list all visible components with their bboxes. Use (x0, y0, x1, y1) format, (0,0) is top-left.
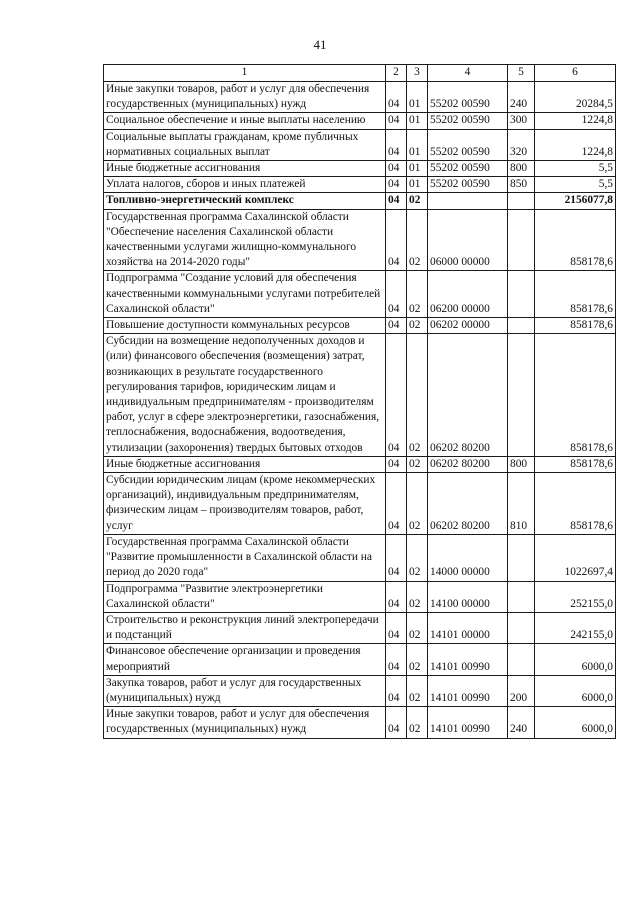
amount-cell: 20284,5 (535, 82, 616, 113)
table-row (104, 82, 616, 113)
expense-type-cell: 300 (508, 113, 535, 129)
subsection-code-cell: 02 (407, 193, 428, 209)
table-row (104, 209, 616, 271)
amount-cell: 858178,6 (535, 209, 616, 271)
section-code-cell: 04 (386, 707, 407, 738)
col-header-5: 5 (508, 65, 535, 82)
target-article-cell: 14101 00990 (428, 644, 508, 675)
target-article-cell: 06202 00000 (428, 318, 508, 334)
target-article-cell: 06202 80200 (428, 456, 508, 472)
subsection-code-cell: 02 (407, 334, 428, 457)
table-row (104, 675, 616, 706)
col-header-6: 6 (535, 65, 616, 82)
row-name-cell: Закупка товаров, работ и услуг для государственных (муниципальных) нужд (104, 675, 386, 706)
section-code-cell: 04 (386, 82, 407, 113)
col-header-2: 2 (386, 65, 407, 82)
target-article-cell: 14100 00000 (428, 581, 508, 612)
row-name-cell: Подпрограмма "Создание условий для обеспечения качественными коммунальными услугами потребителей Сахалинской области" (104, 271, 386, 318)
section-code-cell: 04 (386, 534, 407, 581)
subsection-code-cell: 01 (407, 161, 428, 177)
table-row (104, 113, 616, 129)
row-name-cell: Финансовое обеспечение организации и проведения мероприятий (104, 644, 386, 675)
amount-cell: 6000,0 (535, 675, 616, 706)
row-name-cell: Иные закупки товаров, работ и услуг для обеспечения государственных (муниципальных) нужд (104, 82, 386, 113)
section-code-cell: 04 (386, 334, 407, 457)
table-row (104, 456, 616, 472)
row-name-cell: Государственная программа Сахалинской области "Обеспечение населения Сахалинской области качественными услугами жилищно-коммунального хозяйства на 2014-2020 годы" (104, 209, 386, 271)
row-name-cell: Социальные выплаты гражданам, кроме публичных нормативных социальных выплат (104, 129, 386, 160)
target-article-cell: 55202 00590 (428, 82, 508, 113)
section-code-cell: 04 (386, 193, 407, 209)
amount-cell: 858178,6 (535, 318, 616, 334)
expense-type-cell: 800 (508, 456, 535, 472)
row-name-cell: Уплата налогов, сборов и иных платежей (104, 177, 386, 193)
expense-type-cell (508, 581, 535, 612)
row-name-cell: Субсидии юридическим лицам (кроме некоммерческих организаций), индивидуальным предпринимателям, физическим лицам – производителям товаров, работ, услуг (104, 473, 386, 535)
amount-cell: 1224,8 (535, 113, 616, 129)
row-name-cell: Повышение доступности коммунальных ресурсов (104, 318, 386, 334)
expense-type-cell (508, 209, 535, 271)
amount-cell: 1224,8 (535, 129, 616, 160)
table-body (104, 82, 616, 739)
section-code-cell: 04 (386, 644, 407, 675)
section-code-cell: 04 (386, 612, 407, 643)
subsection-code-cell: 02 (407, 271, 428, 318)
expense-type-cell (508, 271, 535, 318)
subsection-code-cell: 01 (407, 177, 428, 193)
col-header-4: 4 (428, 65, 508, 82)
expense-type-cell: 200 (508, 675, 535, 706)
target-article-cell: 06202 80200 (428, 473, 508, 535)
table-row (104, 271, 616, 318)
target-article-cell: 55202 00590 (428, 129, 508, 160)
subsection-code-cell: 02 (407, 707, 428, 738)
table-row (104, 644, 616, 675)
subsection-code-cell: 01 (407, 82, 428, 113)
expense-type-cell: 810 (508, 473, 535, 535)
row-name-cell: Топливно-энергетический комплекс (104, 193, 386, 209)
expense-type-cell: 240 (508, 82, 535, 113)
expense-type-cell: 240 (508, 707, 535, 738)
amount-cell: 242155,0 (535, 612, 616, 643)
target-article-cell: 55202 00590 (428, 161, 508, 177)
section-code-cell: 04 (386, 177, 407, 193)
target-article-cell: 55202 00590 (428, 113, 508, 129)
section-code-cell: 04 (386, 209, 407, 271)
target-article-cell: 06202 80200 (428, 334, 508, 457)
subsection-code-cell: 02 (407, 456, 428, 472)
amount-cell: 1022697,4 (535, 534, 616, 581)
expense-type-cell: 800 (508, 161, 535, 177)
amount-cell: 858178,6 (535, 271, 616, 318)
table-row (104, 534, 616, 581)
expense-type-cell: 320 (508, 129, 535, 160)
table-row (104, 707, 616, 738)
table-row (104, 318, 616, 334)
section-code-cell: 04 (386, 161, 407, 177)
target-article-cell: 14101 00990 (428, 707, 508, 738)
expense-type-cell (508, 644, 535, 675)
table-row (104, 581, 616, 612)
expense-type-cell (508, 334, 535, 457)
row-name-cell: Подпрограмма "Развитие электроэнергетики Сахалинской области" (104, 581, 386, 612)
section-code-cell: 04 (386, 456, 407, 472)
subsection-code-cell: 01 (407, 113, 428, 129)
section-code-cell: 04 (386, 473, 407, 535)
subsection-code-cell: 01 (407, 129, 428, 160)
subsection-code-cell: 02 (407, 534, 428, 581)
subsection-code-cell: 02 (407, 209, 428, 271)
subsection-code-cell: 02 (407, 644, 428, 675)
expense-type-cell (508, 534, 535, 581)
amount-cell: 252155,0 (535, 581, 616, 612)
budget-table (103, 64, 616, 739)
expense-type-cell: 850 (508, 177, 535, 193)
expense-type-cell (508, 318, 535, 334)
row-name-cell: Иные закупки товаров, работ и услуг для обеспечения государственных (муниципальных) нужд (104, 707, 386, 738)
row-name-cell: Социальное обеспечение и иные выплаты населению (104, 113, 386, 129)
amount-cell: 5,5 (535, 161, 616, 177)
amount-cell: 858178,6 (535, 334, 616, 457)
target-article-cell: 14000 00000 (428, 534, 508, 581)
table-row (104, 334, 616, 457)
subsection-code-cell: 02 (407, 581, 428, 612)
target-article-cell: 14101 00000 (428, 612, 508, 643)
target-article-cell: 14101 00990 (428, 675, 508, 706)
section-code-cell: 04 (386, 318, 407, 334)
subsection-code-cell: 02 (407, 473, 428, 535)
target-article-cell: 06200 00000 (428, 271, 508, 318)
table-row (104, 193, 616, 209)
target-article-cell: 55202 00590 (428, 177, 508, 193)
amount-cell: 858178,6 (535, 456, 616, 472)
section-code-cell: 04 (386, 271, 407, 318)
expense-type-cell (508, 612, 535, 643)
row-name-cell: Строительство и реконструкция линий электропередачи и подстанций (104, 612, 386, 643)
subsection-code-cell: 02 (407, 675, 428, 706)
row-name-cell: Иные бюджетные ассигнования (104, 456, 386, 472)
section-code-cell: 04 (386, 581, 407, 612)
table-row (104, 129, 616, 160)
row-name-cell: Субсидии на возмещение недополученных доходов и (или) финансового обеспечения (возмещения) затрат, возникающих в результате государственного регулирования тарифов, юридическим лицам и индивидуальным предпринимателям - производителям работ, услуг в сфере электроэнергетики, газоснабжения, теплоснабжения, водоснабжения, водоотведения, утилизации (захоронения) твердых бытовых отходов (104, 334, 386, 457)
table-row (104, 177, 616, 193)
expense-type-cell (508, 193, 535, 209)
amount-cell: 858178,6 (535, 473, 616, 535)
table-row (104, 612, 616, 643)
row-name-cell: Иные бюджетные ассигнования (104, 161, 386, 177)
col-header-3: 3 (407, 65, 428, 82)
table-row (104, 473, 616, 535)
amount-cell: 5,5 (535, 177, 616, 193)
amount-cell: 2156077,8 (535, 193, 616, 209)
header-row (104, 65, 616, 82)
section-code-cell: 04 (386, 129, 407, 160)
section-code-cell: 04 (386, 675, 407, 706)
section-code-cell: 04 (386, 113, 407, 129)
col-header-1: 1 (104, 65, 386, 82)
row-name-cell: Государственная программа Сахалинской области "Развитие промышленности в Сахалинской области на период до 2020 года" (104, 534, 386, 581)
target-article-cell: 06000 00000 (428, 209, 508, 271)
page-number: 41 (313, 37, 327, 52)
subsection-code-cell: 02 (407, 612, 428, 643)
table-row (104, 161, 616, 177)
amount-cell: 6000,0 (535, 707, 616, 738)
target-article-cell (428, 193, 508, 209)
subsection-code-cell: 02 (407, 318, 428, 334)
amount-cell: 6000,0 (535, 644, 616, 675)
